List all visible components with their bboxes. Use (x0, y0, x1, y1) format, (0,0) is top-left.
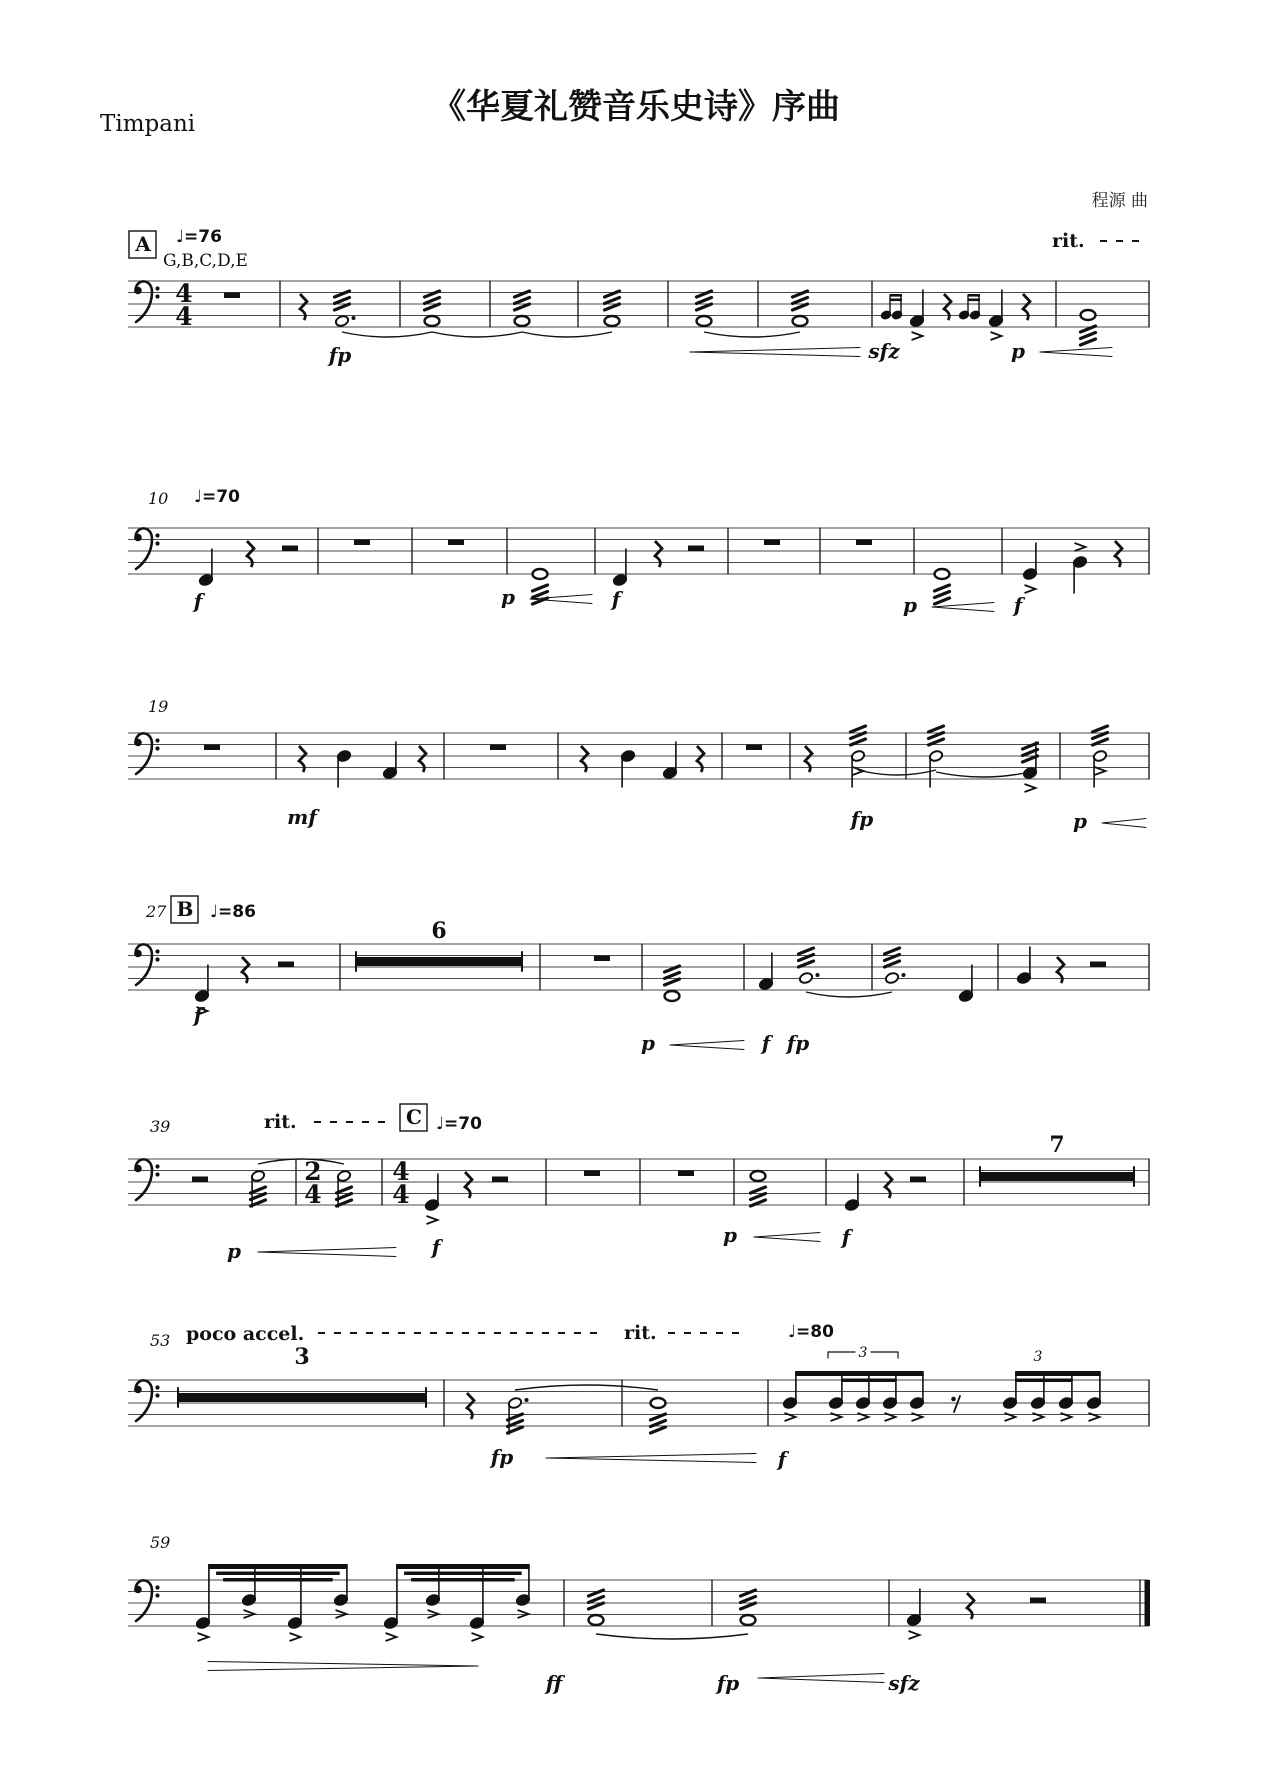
tie (704, 332, 800, 337)
measure-number: 10 (148, 489, 169, 508)
hairpin (1040, 348, 1112, 353)
tremolo-slash (425, 304, 440, 310)
accent-mark (1095, 767, 1106, 775)
tempo-marking: ♩=86 (210, 902, 256, 922)
note (663, 742, 678, 779)
multimeasure-rest (356, 957, 522, 966)
quarter-rest (465, 1172, 472, 1198)
tie (806, 992, 892, 997)
accent-mark (472, 1633, 483, 1641)
note (337, 1170, 352, 1207)
quarter-rest (242, 957, 249, 983)
tremolo-slash (515, 291, 530, 297)
system-4 (128, 896, 1149, 1055)
measure-number: 19 (148, 697, 169, 716)
tremolo-slash (799, 961, 814, 967)
quarter-rest (1115, 541, 1122, 567)
note (651, 1398, 666, 1433)
dash (494, 1332, 501, 1334)
dash (382, 1332, 389, 1334)
tremolo-slash (793, 291, 808, 297)
dash (398, 1332, 405, 1334)
tempo-marking: ♩=70 (194, 487, 240, 507)
tremolo-slash (1081, 339, 1096, 345)
note (1093, 726, 1108, 787)
hairpin (1102, 823, 1146, 828)
dynamic-marking: sfz (888, 1671, 920, 1695)
tremolo-slash (935, 592, 950, 598)
dynamic-marking: fp (716, 1671, 740, 1695)
time-signature-top: 4 (392, 1157, 410, 1186)
note (335, 291, 356, 327)
tie (596, 1634, 748, 1639)
tremolo-beam (216, 1572, 340, 1576)
whole-rest (594, 956, 610, 962)
note (751, 1171, 766, 1206)
multirest-number: 3 (294, 1344, 310, 1370)
note (1017, 947, 1032, 984)
quarter-rest (581, 746, 588, 772)
dynamic-marking: fp (786, 1031, 810, 1055)
quarter-rest (885, 1172, 892, 1198)
note (929, 726, 944, 787)
tuplet-number: 3 (1033, 1349, 1043, 1365)
dash (414, 1332, 421, 1334)
dynamic-marking: fp (490, 1445, 514, 1469)
tremolo-slash (515, 298, 530, 304)
note (959, 965, 974, 1002)
measure-number: 59 (150, 1533, 171, 1552)
quarter-rest (247, 541, 254, 567)
hairpin (690, 348, 860, 353)
dash (430, 1332, 437, 1334)
measure-number: 27 (146, 902, 167, 921)
rehearsal-mark: B (176, 897, 194, 921)
dash (542, 1332, 549, 1334)
dash (446, 1332, 453, 1334)
note (508, 1397, 529, 1434)
accent-mark (912, 332, 923, 340)
note (199, 549, 214, 586)
beam (795, 1371, 924, 1376)
time-signature-bottom: 4 (392, 1180, 410, 1209)
augmentation-dot (525, 1398, 529, 1402)
hairpin (258, 1252, 396, 1257)
tremolo-slash (665, 979, 680, 985)
time-signature-top: 4 (175, 279, 193, 308)
half-rest (278, 962, 294, 968)
system-6 (128, 1322, 1149, 1471)
system-2 (128, 487, 1149, 617)
notehead (885, 972, 900, 985)
system-3 (128, 697, 1149, 833)
beam (968, 294, 980, 297)
dash (574, 1332, 581, 1334)
whole-rest (490, 745, 506, 751)
text-label: rit. (1052, 230, 1085, 252)
dash (1132, 240, 1139, 242)
dynamic-marking: p (1011, 339, 1025, 363)
tremolo-slash (425, 298, 440, 304)
quarter-rest (944, 294, 951, 320)
whole-notehead (425, 316, 440, 326)
whole-rest (584, 1171, 600, 1177)
hairpin (690, 352, 860, 357)
quarter-rest (419, 746, 426, 772)
tremolo-slash (697, 291, 712, 297)
half-rest (492, 1177, 508, 1183)
tremolo-slash (605, 298, 620, 304)
whole-rest (746, 745, 762, 751)
page-title: 《华夏礼赞音乐史诗》序曲 (432, 87, 840, 127)
instrument-label: Timpani (100, 111, 196, 137)
quarter-rest (467, 1393, 474, 1419)
note (621, 750, 636, 787)
music-notation (128, 227, 1150, 1695)
dynamic-marking: f (193, 589, 203, 613)
accent-mark (991, 332, 1002, 340)
note (605, 291, 620, 326)
whole-notehead (1081, 310, 1096, 320)
dash (362, 1121, 369, 1123)
dynamic-marking: p (723, 1223, 737, 1247)
whole-notehead (741, 1615, 756, 1625)
tie (258, 1159, 344, 1164)
note (251, 1170, 266, 1207)
multirest-number: 6 (431, 918, 447, 944)
tie (936, 772, 1030, 777)
note (613, 549, 628, 586)
note (589, 1590, 604, 1625)
quarter-rest (1023, 294, 1030, 320)
tremolo-slash (851, 726, 866, 732)
dash (1116, 240, 1123, 242)
hairpin (546, 1458, 756, 1463)
whole-notehead (651, 1398, 666, 1408)
eighth-rest (951, 1397, 956, 1402)
quarter-rest (805, 746, 812, 772)
multirest-number: 7 (1049, 1132, 1065, 1158)
note (759, 953, 774, 990)
tremolo-slash (1093, 726, 1108, 732)
dash (350, 1332, 357, 1334)
half-rest (688, 546, 704, 552)
note (425, 291, 440, 326)
tie (522, 332, 612, 337)
tie (858, 770, 936, 775)
half-rest (910, 1177, 926, 1183)
note (383, 742, 398, 779)
dash (510, 1332, 517, 1334)
dynamic-marking: f (777, 1447, 787, 1471)
whole-rest (204, 745, 220, 751)
tremolo-slash (751, 1194, 766, 1200)
beamed-group (1003, 1371, 1102, 1421)
dynamic-marking: mf (287, 805, 317, 829)
whole-rest (678, 1171, 694, 1177)
dynamic-marking: f (431, 1235, 441, 1259)
text-label: poco accel. (186, 1323, 305, 1345)
whole-notehead (589, 1615, 604, 1625)
hairpin (1040, 352, 1112, 357)
quarter-rest (300, 294, 307, 320)
accent-mark (386, 1633, 397, 1641)
secondary-beam (841, 1379, 897, 1383)
quarter-rest (967, 1593, 974, 1619)
tremolo-slash (425, 291, 440, 297)
dash (334, 1332, 341, 1334)
note (845, 1174, 860, 1211)
rehearsal-mark: C (406, 1105, 422, 1129)
time-signature-bottom: 4 (304, 1180, 322, 1209)
tremolo-slash (697, 298, 712, 304)
whole-notehead (793, 316, 808, 326)
hairpin (754, 1237, 820, 1242)
tremolo-slash (589, 1597, 604, 1603)
tremolo-slash (793, 298, 808, 304)
whole-notehead (751, 1171, 766, 1181)
tremolo-slash (929, 726, 944, 732)
accent-mark (1075, 543, 1086, 551)
whole-notehead (697, 316, 712, 326)
measure-number: 39 (150, 1117, 171, 1136)
beamed-group (783, 1371, 925, 1421)
beam (1015, 1371, 1101, 1376)
tremolo-slash (589, 1603, 604, 1609)
dash (314, 1121, 321, 1123)
beam (890, 299, 902, 302)
dash (526, 1332, 533, 1334)
whole-notehead (665, 991, 680, 1001)
quarter-rest (655, 541, 662, 567)
tremolo-beam (411, 1578, 515, 1582)
dash (318, 1332, 325, 1334)
dash (1100, 240, 1107, 242)
note (697, 291, 712, 326)
tie (515, 1385, 658, 1390)
note (741, 1590, 756, 1625)
dash (684, 1332, 691, 1334)
tremolo-slash (651, 1427, 666, 1433)
final-barline-thick (1145, 1580, 1151, 1626)
whole-notehead (605, 316, 620, 326)
augmentation-dot (902, 973, 906, 977)
dash (558, 1332, 565, 1334)
tremolo-slash (589, 1590, 604, 1596)
system-5 (128, 1104, 1149, 1263)
hairpin (932, 607, 994, 612)
dash (590, 1332, 597, 1334)
hairpin (758, 1674, 884, 1679)
dash (478, 1332, 485, 1334)
hairpin (546, 1454, 756, 1459)
dynamic-marking: sfz (868, 339, 900, 363)
rehearsal-mark: A (135, 232, 151, 256)
dynamic-marking: p (903, 593, 917, 617)
tempo-marking: ♩=80 (788, 1322, 834, 1342)
note (793, 291, 808, 326)
dynamic-marking: ff (545, 1671, 563, 1695)
whole-notehead (533, 569, 548, 579)
accent-mark (290, 1633, 301, 1641)
tremolo-slash (605, 291, 620, 297)
dynamic-marking: f (611, 587, 621, 611)
tremolo-slash (605, 304, 620, 310)
dash (732, 1332, 739, 1334)
tempo-marking: ♩=70 (436, 1114, 482, 1134)
system-1 (128, 227, 1149, 367)
hairpin (932, 603, 994, 608)
hairpin (754, 1233, 820, 1238)
note (665, 966, 680, 1001)
tuplet-number: 3 (858, 1345, 868, 1361)
tremolo-slash (793, 304, 808, 310)
dash (716, 1332, 723, 1334)
accent-mark (427, 1216, 438, 1224)
whole-rest (224, 293, 240, 299)
tremolo-slash (335, 291, 350, 297)
beam (396, 1564, 530, 1569)
text-label: G,B,C,D,E (163, 251, 248, 271)
dash (346, 1121, 353, 1123)
tremolo-slash (885, 948, 900, 954)
text-label: rit. (264, 1111, 297, 1133)
notehead (799, 972, 814, 985)
text-label: rit. (624, 1322, 657, 1344)
tremolo-slash (665, 973, 680, 979)
tie (432, 332, 522, 337)
note (515, 291, 530, 326)
whole-rest (764, 540, 780, 546)
tremolo-beam (223, 1578, 333, 1582)
hairpin (258, 1248, 396, 1253)
half-rest (1090, 962, 1106, 968)
half-rest (192, 1177, 208, 1183)
time-signature-top: 2 (304, 1157, 322, 1186)
accent-mark (198, 1633, 209, 1641)
dynamic-marking: p (1073, 809, 1087, 833)
tremolo-slash (935, 598, 950, 604)
dynamic-marking: fp (850, 807, 874, 831)
dynamic-marking: p (641, 1031, 655, 1055)
note (935, 569, 950, 604)
dash (378, 1121, 385, 1123)
note (851, 726, 866, 787)
hairpin (758, 1678, 884, 1683)
hairpin (670, 1045, 744, 1050)
dynamic-marking: f (841, 1225, 851, 1249)
multimeasure-rest (178, 1393, 426, 1402)
whole-rest (856, 540, 872, 546)
dynamic-marking: fp (328, 343, 352, 367)
augmentation-dot (816, 973, 820, 977)
dynamic-marking: f (761, 1031, 771, 1055)
whole-rest (354, 540, 370, 546)
tremolo-slash (335, 304, 350, 310)
dynamic-marking: f (1013, 593, 1023, 617)
dash (700, 1332, 707, 1334)
dynamic-marking: f (193, 1003, 203, 1027)
accent-mark (909, 1631, 920, 1639)
beam (890, 294, 902, 297)
dynamic-marking: p (227, 1239, 241, 1263)
note (337, 750, 352, 787)
tremolo-slash (885, 961, 900, 967)
quarter-rest (1057, 957, 1064, 983)
tremolo-slash (751, 1187, 766, 1193)
system-7 (128, 1533, 1150, 1695)
tremolo-slash (533, 585, 548, 591)
tremolo-slash (335, 298, 350, 304)
multimeasure-rest (980, 1172, 1134, 1181)
tremolo-slash (515, 304, 530, 310)
notehead (335, 315, 350, 328)
measure-number: 53 (150, 1331, 171, 1350)
dash (462, 1332, 469, 1334)
accent-mark (1025, 784, 1036, 792)
hairpin (208, 1662, 478, 1667)
hairpin (208, 1666, 478, 1671)
accent-mark (1025, 585, 1036, 593)
tremolo-slash (741, 1603, 756, 1609)
quarter-rest (299, 746, 306, 772)
time-signature-bottom: 4 (175, 302, 193, 331)
hairpin (1102, 819, 1146, 824)
whole-notehead (515, 316, 530, 326)
beam (208, 1564, 348, 1569)
tremolo-slash (741, 1597, 756, 1603)
augmentation-dot (352, 316, 356, 320)
secondary-beam (1015, 1379, 1073, 1383)
tempo-marking: ♩=76 (176, 227, 222, 247)
quarter-rest (697, 746, 704, 772)
half-rest (1030, 1598, 1046, 1604)
whole-rest (448, 540, 464, 546)
dynamic-marking: p (501, 585, 515, 609)
tremolo-slash (799, 948, 814, 954)
dash (668, 1332, 675, 1334)
tremolo-slash (741, 1590, 756, 1596)
tremolo-slash (697, 304, 712, 310)
dash (330, 1121, 337, 1123)
tremolo-beam (404, 1572, 522, 1576)
composer-credit: 程源 曲 (1091, 191, 1148, 211)
tremolo-slash (1081, 333, 1096, 339)
whole-notehead (935, 569, 950, 579)
hairpin (670, 1041, 744, 1046)
tremolo-slash (935, 585, 950, 591)
tie (342, 332, 432, 337)
tremolo-slash (533, 592, 548, 598)
half-rest (282, 546, 298, 552)
beam (968, 299, 980, 302)
dash (366, 1332, 373, 1334)
